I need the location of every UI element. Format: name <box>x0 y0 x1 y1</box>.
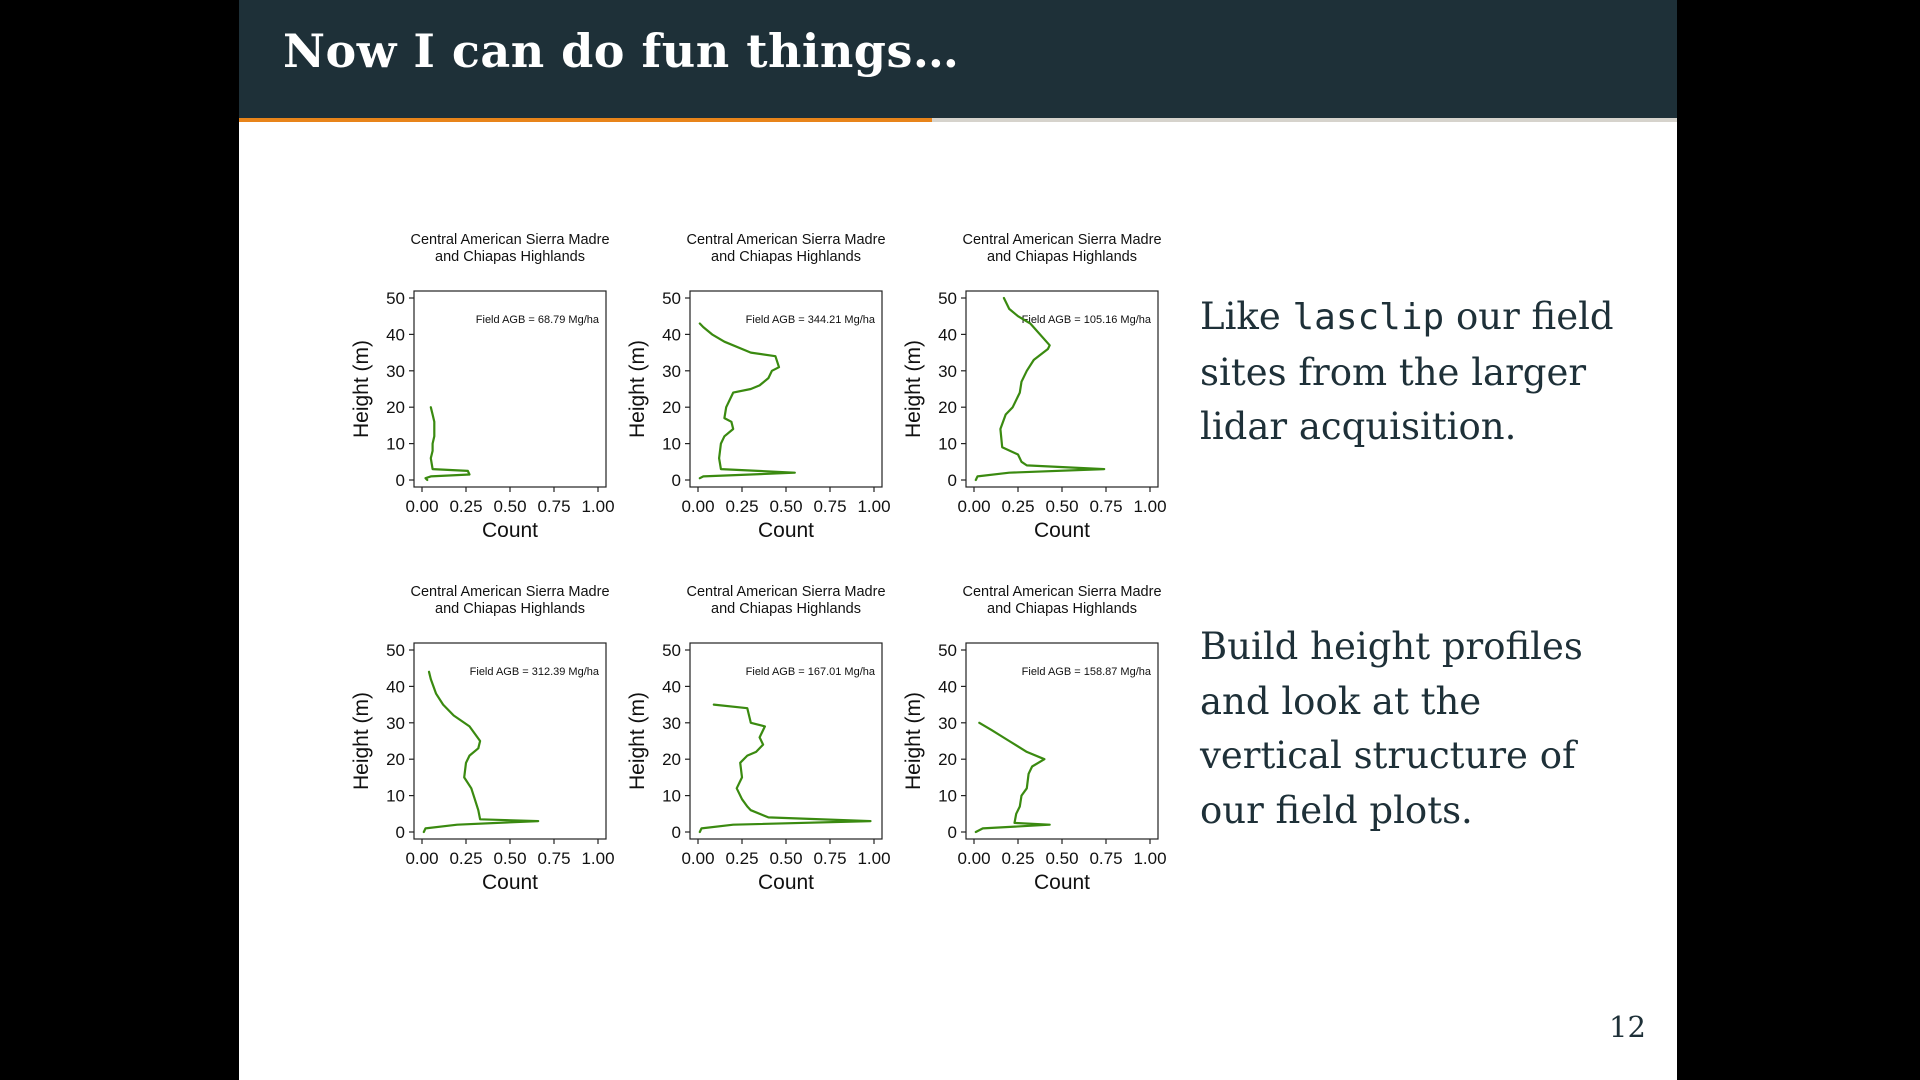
x-tick-label: 1.00 <box>857 497 891 516</box>
y-tick-label: 10 <box>662 434 681 454</box>
text-block-1-code: lasclip <box>1292 297 1445 338</box>
x-tick-label: 0.25 <box>725 849 759 868</box>
x-axis-label: Count <box>757 871 815 894</box>
y-tick-label: 0 <box>947 823 957 842</box>
x-tick-label: 1.00 <box>1133 849 1167 868</box>
y-tick-label: 20 <box>386 398 405 418</box>
y-tick-label: 20 <box>386 750 405 770</box>
agb-annotation: Field AGB = 312.39 Mg/ha <box>469 666 599 678</box>
x-tick-label: 0.75 <box>537 497 571 516</box>
x-tick-label: 0.50 <box>493 497 527 516</box>
y-tick-label: 30 <box>938 713 957 733</box>
x-tick-label: 1.00 <box>1133 497 1167 516</box>
y-tick-label: 20 <box>938 398 957 418</box>
y-axis-label: Height (m) <box>902 691 925 791</box>
chart-title-line: Central American Sierra Madre <box>686 584 886 600</box>
x-tick-label: 0.75 <box>1089 497 1123 516</box>
x-axis-label: Count <box>481 871 539 894</box>
chart-title-line: Central American Sierra Madre <box>962 232 1162 248</box>
agb-annotation: Field AGB = 105.16 Mg/ha <box>1021 314 1151 326</box>
x-tick-label: 0.50 <box>769 849 803 868</box>
y-axis-label: Height (m) <box>626 339 649 439</box>
y-tick-label: 40 <box>662 677 681 697</box>
chart-title-line: Central American Sierra Madre <box>962 584 1162 600</box>
y-tick-label: 10 <box>386 434 405 454</box>
chart-title-line: and Chiapas Highlands <box>435 249 585 265</box>
chart-title-line: and Chiapas Highlands <box>711 601 861 617</box>
y-tick-label: 10 <box>662 786 681 806</box>
y-tick-label: 30 <box>662 361 681 381</box>
y-tick-label: 50 <box>386 289 405 308</box>
chart-panel-1 <box>350 232 615 542</box>
y-tick-label: 50 <box>662 641 681 660</box>
agb-annotation: Field AGB = 158.87 Mg/ha <box>1021 666 1151 678</box>
y-tick-label: 30 <box>938 361 957 381</box>
x-tick-label: 0.00 <box>681 497 715 516</box>
x-tick-label: 0.00 <box>957 849 991 868</box>
y-tick-label: 40 <box>662 325 681 345</box>
x-tick-label: 0.25 <box>449 849 483 868</box>
x-tick-label: 0.25 <box>725 497 759 516</box>
agb-annotation: Field AGB = 68.79 Mg/ha <box>475 314 599 326</box>
x-tick-label: 0.00 <box>681 849 715 868</box>
y-tick-label: 20 <box>662 750 681 770</box>
y-tick-label: 40 <box>386 677 405 697</box>
chart-panel-2 <box>626 232 891 542</box>
y-tick-label: 0 <box>395 471 405 490</box>
y-axis-label: Height (m) <box>902 339 925 439</box>
x-tick-label: 0.75 <box>813 497 847 516</box>
text-block-profiles: Build height profiles and look at the vertical structure of our field plots. <box>1200 625 1583 832</box>
chart-title-line: Central American Sierra Madre <box>410 584 610 600</box>
x-tick-label: 0.75 <box>537 849 571 868</box>
y-tick-label: 20 <box>662 398 681 418</box>
chart-panel-4 <box>350 584 615 894</box>
x-tick-label: 0.00 <box>405 849 439 868</box>
x-tick-label: 0.50 <box>1045 497 1079 516</box>
chart-panel-5 <box>626 584 891 894</box>
y-axis-label: Height (m) <box>626 691 649 791</box>
y-tick-label: 50 <box>938 289 957 308</box>
y-tick-label: 10 <box>938 786 957 806</box>
y-tick-label: 0 <box>395 823 405 842</box>
x-axis-label: Count <box>757 519 815 542</box>
chart-panel-3 <box>902 232 1167 542</box>
agb-annotation: Field AGB = 344.21 Mg/ha <box>745 314 875 326</box>
text-block-lasclip <box>1200 290 1630 455</box>
text-block-1-after: our field sites from the larger lidar acquisition. <box>1200 295 1614 448</box>
x-tick-label: 0.25 <box>1001 497 1035 516</box>
chart-title-line: and Chiapas Highlands <box>435 601 585 617</box>
y-tick-label: 10 <box>386 786 405 806</box>
y-tick-label: 40 <box>938 325 957 345</box>
y-tick-label: 0 <box>671 823 681 842</box>
chart-title-line: and Chiapas Highlands <box>987 601 1137 617</box>
page-number: 12 <box>1609 1010 1646 1044</box>
y-tick-label: 40 <box>386 325 405 345</box>
y-tick-label: 50 <box>938 641 957 660</box>
text-block-1-before: Like <box>1200 295 1293 338</box>
y-axis-label: Height (m) <box>350 339 373 439</box>
y-tick-label: 50 <box>386 641 405 660</box>
y-tick-label: 10 <box>938 434 957 454</box>
y-tick-label: 0 <box>671 471 681 490</box>
x-tick-label: 0.75 <box>1089 849 1123 868</box>
y-tick-label: 30 <box>386 361 405 381</box>
y-axis-label: Height (m) <box>350 691 373 791</box>
chart-title-line: Central American Sierra Madre <box>410 232 610 248</box>
y-tick-label: 50 <box>662 289 681 308</box>
chart-title-line: and Chiapas Highlands <box>711 249 861 265</box>
x-axis-label: Count <box>481 519 539 542</box>
chart-panel-6 <box>902 584 1167 894</box>
y-tick-label: 30 <box>662 713 681 733</box>
x-tick-label: 1.00 <box>857 849 891 868</box>
x-tick-label: 0.25 <box>1001 849 1035 868</box>
x-tick-label: 0.25 <box>449 497 483 516</box>
chart-title-line: Central American Sierra Madre <box>686 232 886 248</box>
x-tick-label: 1.00 <box>581 497 615 516</box>
x-tick-label: 0.50 <box>1045 849 1079 868</box>
y-tick-label: 40 <box>938 677 957 697</box>
x-axis-label: Count <box>1033 519 1091 542</box>
y-tick-label: 20 <box>938 750 957 770</box>
x-tick-label: 0.50 <box>769 497 803 516</box>
x-tick-label: 0.00 <box>957 497 991 516</box>
y-tick-label: 30 <box>386 713 405 733</box>
x-tick-label: 0.00 <box>405 497 439 516</box>
x-tick-label: 0.75 <box>813 849 847 868</box>
slide-title: Now I can do fun things… <box>283 24 960 78</box>
x-tick-label: 0.50 <box>493 849 527 868</box>
x-tick-label: 1.00 <box>581 849 615 868</box>
x-axis-label: Count <box>1033 871 1091 894</box>
y-tick-label: 0 <box>947 471 957 490</box>
agb-annotation: Field AGB = 167.01 Mg/ha <box>745 666 875 678</box>
chart-grid <box>239 0 1677 1080</box>
chart-title-line: and Chiapas Highlands <box>987 249 1137 265</box>
slide <box>239 0 1677 1080</box>
